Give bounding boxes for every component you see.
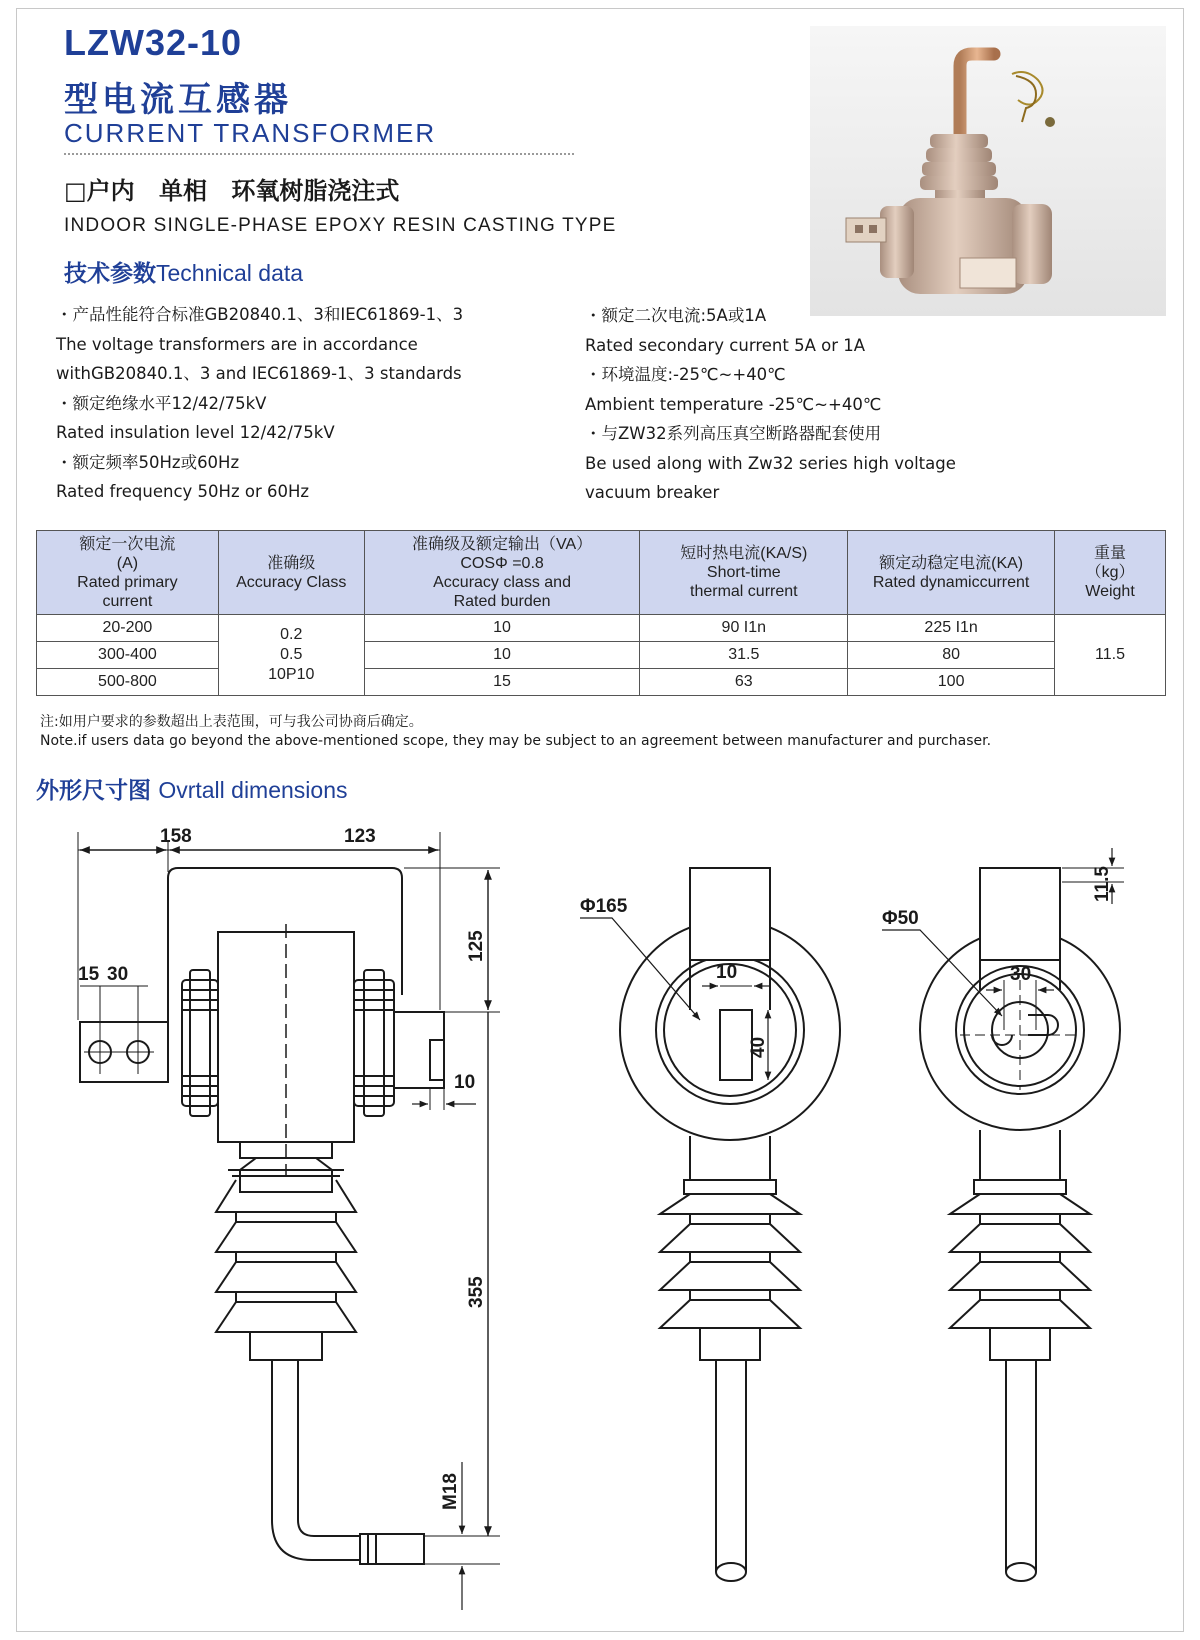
spec-column-left bbox=[56, 300, 463, 507]
cell-current: 20-200 bbox=[37, 615, 219, 642]
product-photo bbox=[810, 26, 1166, 316]
cell-current: 300-400 bbox=[37, 642, 219, 669]
header-rated-primary-current: 额定一次电流 (A) Rated primary current bbox=[37, 531, 219, 615]
dim-side-11-5: 11.5 bbox=[1092, 866, 1113, 902]
product-model: LZW32-10 bbox=[64, 22, 243, 63]
header-accuracy-class: 准确级 Accuracy Class bbox=[218, 531, 364, 615]
dim-15: 15 bbox=[78, 964, 100, 985]
product-name-en: CURRENT TRANSFORMER bbox=[64, 118, 437, 148]
dotted-divider bbox=[64, 153, 574, 155]
table-row bbox=[37, 669, 1166, 696]
spec-line: ・产品性能符合标准GB20840.1、3和IEC61869-1、3 bbox=[56, 305, 464, 324]
dim-158: 158 bbox=[160, 826, 192, 847]
dimensions-heading-en: Ovrtall dimensions bbox=[158, 777, 348, 803]
spec-line: ・额定频率50Hz或60Hz bbox=[56, 452, 240, 472]
cell-weight: 11.5 bbox=[1055, 615, 1166, 696]
spec-line: Rated secondary current 5A or 1A bbox=[585, 335, 866, 355]
table-row bbox=[37, 615, 1166, 642]
dim-m18: M18 bbox=[440, 1473, 461, 1510]
specification-table bbox=[36, 530, 1166, 696]
dim-125: 125 bbox=[466, 930, 487, 962]
dim-side-30: 30 bbox=[1010, 964, 1032, 985]
cell-burden: 15 bbox=[364, 669, 640, 696]
header-rated-burden: 准确级及额定输出（VA） COSΦ =0.8 Accuracy class and Rated burden bbox=[364, 531, 640, 615]
spec-line: withGB20840.1、3 and IEC61869-1、3 standards bbox=[56, 364, 462, 383]
cell-thermal: 31.5 bbox=[640, 642, 848, 669]
spec-line: ・与ZW32系列高压真空断路器配套使用 bbox=[585, 424, 882, 443]
spec-line: The voltage transformers are in accordance bbox=[56, 334, 418, 354]
dim-123: 123 bbox=[344, 826, 376, 847]
header-weight: 重量 （kg） Weight bbox=[1055, 531, 1166, 615]
dimension-drawings bbox=[0, 820, 1200, 1630]
cell-thermal: 63 bbox=[640, 669, 848, 696]
dim-10: 10 bbox=[454, 1072, 476, 1093]
cell-burden: 10 bbox=[364, 615, 640, 642]
spec-line: ・额定二次电流:5A或1A bbox=[585, 306, 767, 325]
cell-current: 500-800 bbox=[37, 669, 219, 696]
spec-line: ・环境温度:-25℃~+40℃ bbox=[585, 365, 786, 384]
spec-line: Be used along with Zw32 series high voltage bbox=[585, 453, 956, 473]
front-view-drawing bbox=[580, 868, 840, 1581]
spec-line: ・额定绝缘水平12/42/75kV bbox=[56, 393, 267, 413]
type-description-cn: □户内 单相 环氧树脂浇注式 bbox=[64, 177, 400, 205]
cell-dynamic: 100 bbox=[848, 669, 1055, 696]
table-header-row bbox=[37, 531, 1166, 615]
note-cn: 注:如用户要求的参数超出上表范围，可与我公司协商后确定。 bbox=[40, 714, 423, 730]
cell-thermal: 90 I1n bbox=[640, 615, 848, 642]
dim-front-40: 40 bbox=[748, 1036, 769, 1058]
table-note bbox=[40, 713, 991, 751]
end-view-drawing bbox=[882, 848, 1124, 1581]
technical-data-heading-cn: 技术参数 bbox=[64, 261, 156, 287]
cell-accuracy-class: 0.2 0.5 10P10 bbox=[218, 615, 364, 696]
spec-line: Rated frequency 50Hz or 60Hz bbox=[56, 482, 310, 501]
header-thermal-current: 短时热电流(KA/S) Short-time thermal current bbox=[640, 531, 848, 615]
cell-dynamic: 80 bbox=[848, 642, 1055, 669]
dimensions-heading-cn: 外形尺寸图 bbox=[36, 778, 151, 804]
dimensions-heading bbox=[36, 772, 348, 805]
spec-line: Ambient temperature -25℃~+40℃ bbox=[585, 394, 882, 414]
spec-line: vacuum breaker bbox=[585, 483, 720, 502]
cell-burden: 10 bbox=[364, 642, 640, 669]
side-view-drawing bbox=[78, 832, 500, 1610]
header-dynamic-current: 额定动稳定电流(KA) Rated dynamiccurrent bbox=[848, 531, 1055, 615]
dim-phi50: Φ50 bbox=[882, 908, 919, 929]
technical-data-heading bbox=[64, 255, 303, 288]
technical-data-heading-en: Technical data bbox=[156, 260, 304, 286]
dim-355: 355 bbox=[466, 1276, 487, 1308]
spec-column-right bbox=[585, 301, 956, 508]
dim-30: 30 bbox=[107, 964, 129, 985]
cell-dynamic: 225 I1n bbox=[848, 615, 1055, 642]
table-row bbox=[37, 642, 1166, 669]
dim-front-10: 10 bbox=[716, 962, 738, 983]
spec-line: Rated insulation level 12/42/75kV bbox=[56, 423, 335, 442]
type-description-en: INDOOR SINGLE-PHASE EPOXY RESIN CASTING TYPE bbox=[64, 215, 617, 236]
note-en: Note.if users data go beyond the above-mentioned scope, they may be subject to an agreement between manufacturer and purchaser. bbox=[40, 733, 992, 749]
product-name-cn: 型电流互感器 bbox=[64, 80, 292, 120]
dim-phi165: Φ165 bbox=[580, 896, 628, 917]
